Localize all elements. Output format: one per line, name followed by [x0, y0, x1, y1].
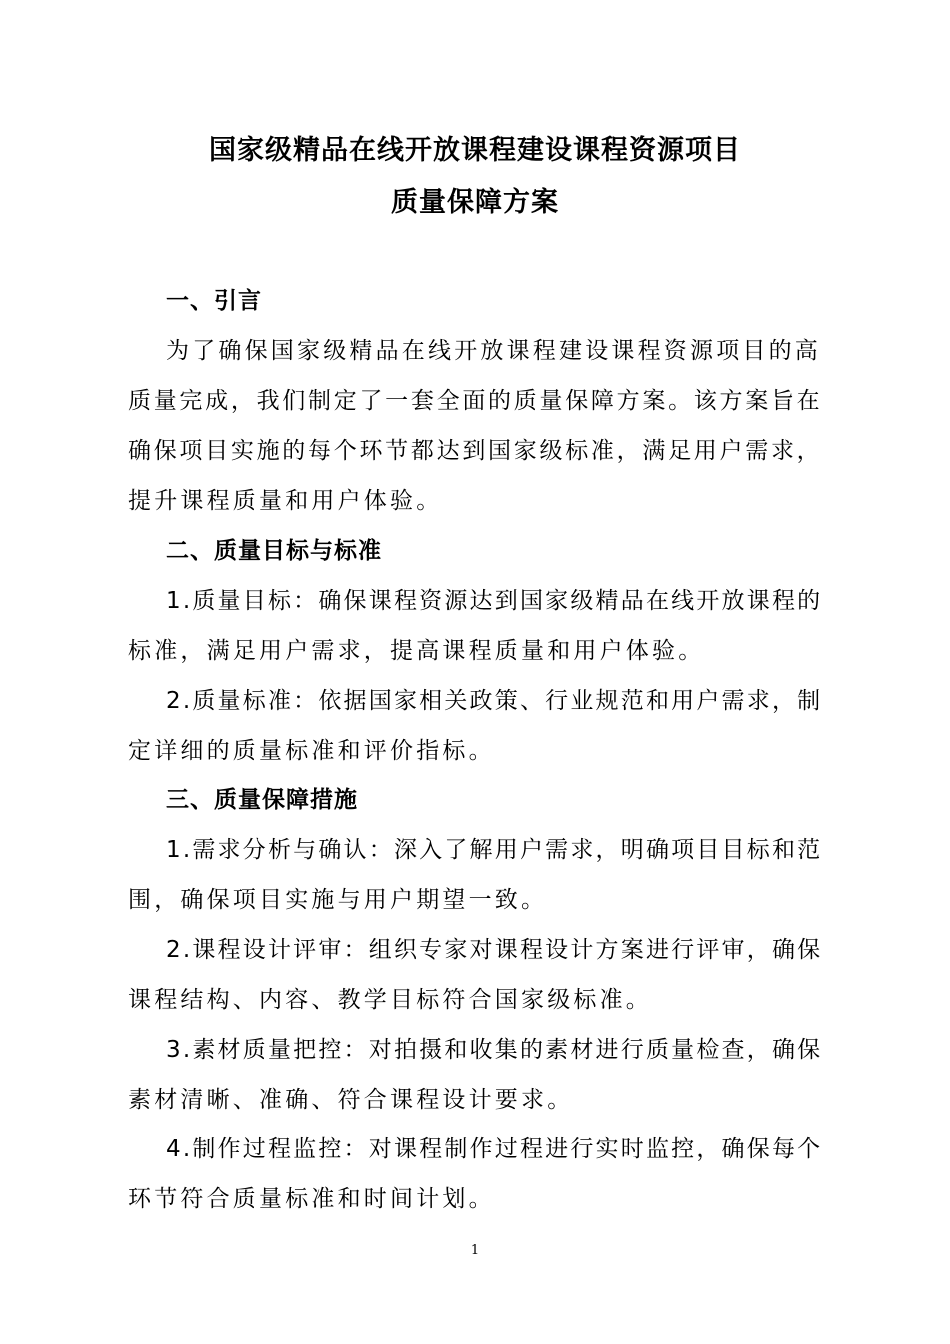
paragraph-line: 素材清晰、准确、符合课程设计要求。 — [128, 1087, 574, 1113]
section-heading-introduction: 一、引言 — [166, 288, 262, 314]
paragraph-line: 提升课程质量和用户体验。 — [128, 488, 443, 514]
paragraph-line: 环节符合质量标准和时间计划。 — [128, 1186, 495, 1212]
paragraph-line: 课程结构、内容、教学目标符合国家级标准。 — [128, 987, 652, 1013]
paragraph-line: 围，确保项目实施与用户期望一致。 — [128, 887, 548, 913]
paragraph-line: 1.质量目标：确保课程资源达到国家级精品在线开放课程的 — [166, 588, 823, 614]
paragraph-line: 1.需求分析与确认：深入了解用户需求，明确项目目标和范 — [166, 837, 823, 863]
paragraph-line: 3.素材质量把控：对拍摄和收集的素材进行质量检查，确保 — [166, 1037, 823, 1063]
document-title-line-1: 国家级精品在线开放课程建设课程资源项目 — [209, 135, 741, 166]
paragraph-line: 2.质量标准：依据国家相关政策、行业规范和用户需求，制 — [166, 688, 823, 714]
paragraph-line: 为了确保国家级精品在线开放课程建设课程资源项目的高 — [166, 338, 821, 364]
paragraph-line: 确保项目实施的每个环节都达到国家级标准，满足用户需求， — [128, 438, 823, 464]
page-number: 1 — [470, 1243, 480, 1258]
document-title-line-2: 质量保障方案 — [391, 187, 559, 218]
paragraph-line: 4.制作过程监控：对课程制作过程进行实时监控，确保每个 — [166, 1136, 823, 1162]
paragraph-line: 定详细的质量标准和评价指标。 — [128, 738, 495, 764]
paragraph-line: 2.课程设计评审：组织专家对课程设计方案进行评审，确保 — [166, 937, 823, 963]
section-heading-quality-measures: 三、质量保障措施 — [166, 787, 358, 813]
paragraph-line: 标准，满足用户需求，提高课程质量和用户体验。 — [128, 638, 705, 664]
paragraph-line: 质量完成，我们制定了一套全面的质量保障方案。该方案旨在 — [128, 388, 823, 414]
section-heading-quality-goals: 二、质量目标与标准 — [166, 538, 382, 564]
